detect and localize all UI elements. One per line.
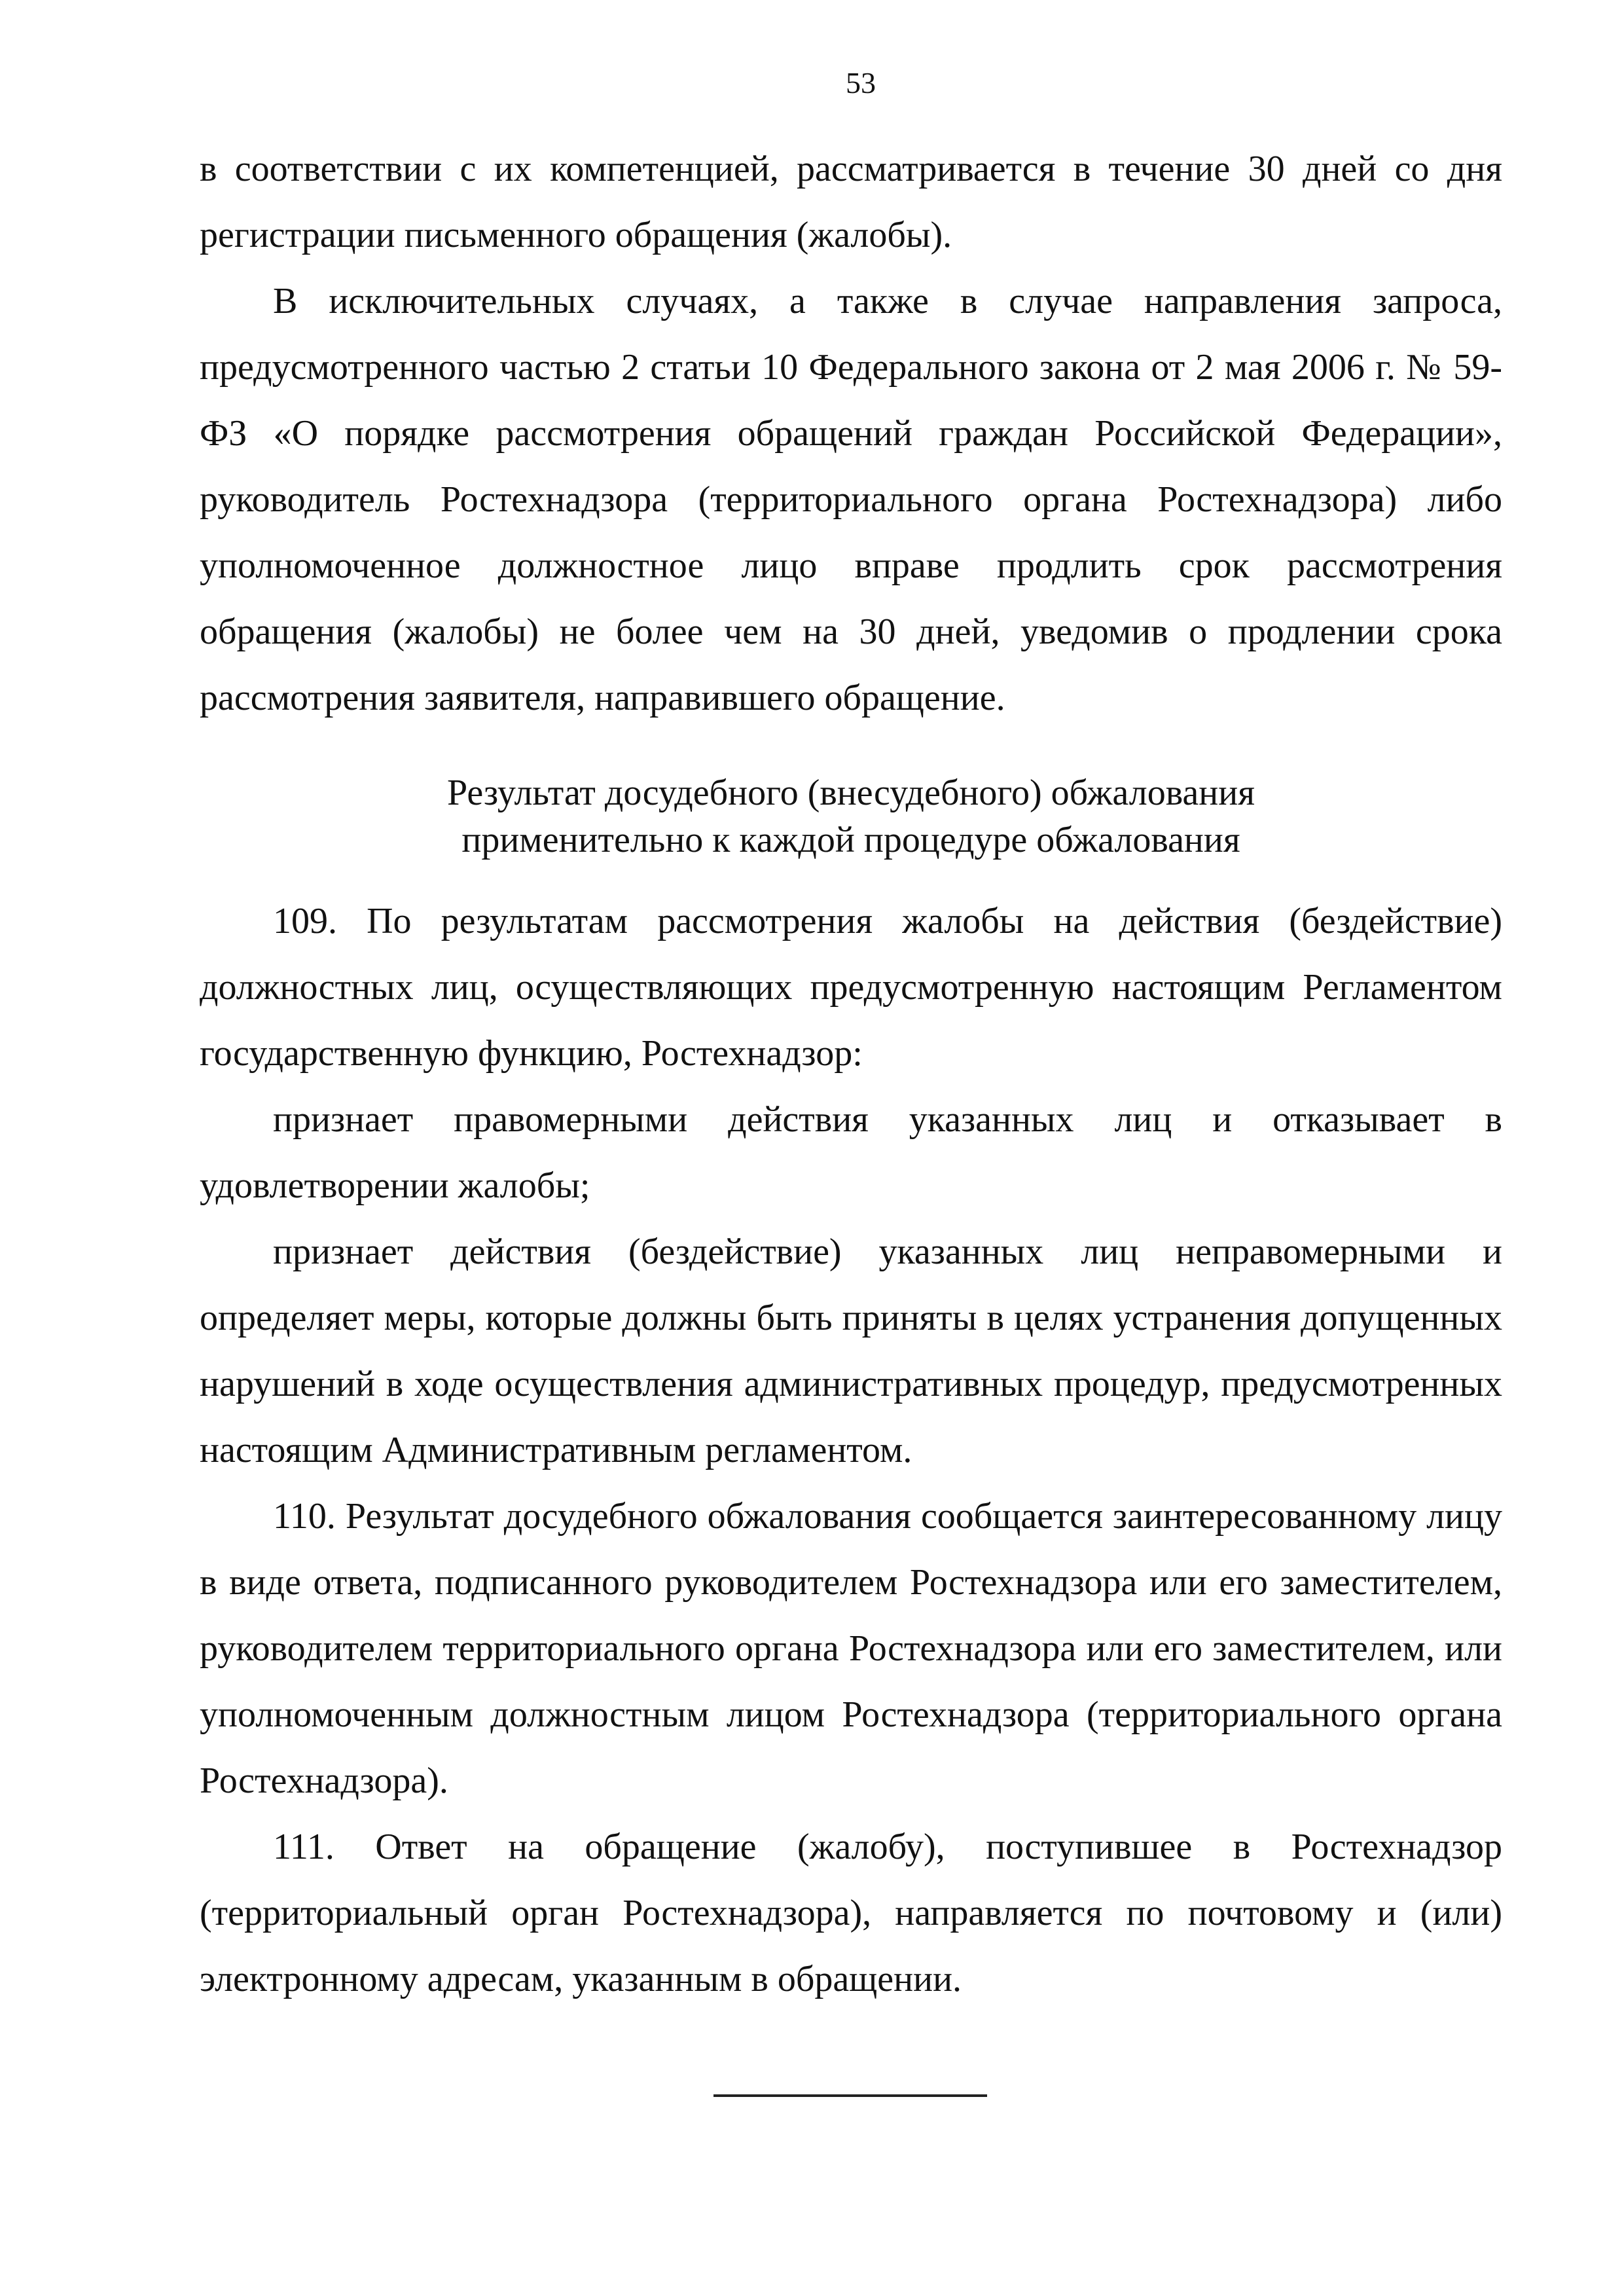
paragraph-111: 111. Ответ на обращение (жалобу), поступившее в Ростехнадзор (территориальный орган Ростехнадзора), направляется по почтовому и (или) электронному адресам, указанным в обращении. [200, 1827, 1502, 1999]
paragraph-109-option-unlawful: признает действия (бездействие) указанных лиц неправомерными и определяет меры, которые должны быть приняты в целях устранения допущенных нарушений в ходе осуществления административных процедур, предусмотренных настоящим Административным регламентом. [200, 1231, 1502, 1470]
section-heading [200, 769, 1502, 864]
paragraph-110: 110. Результат досудебного обжалования сообщается заинтересованному лицу в виде ответа, подписанного руководителем Ростехнадзора или его заместителем, руководителем территориального органа Ростехнадзора или его заместителем, или уполномоченным должностным лицом Ростехнадзора (территориального органа Ростехнадзора). [200, 1496, 1502, 1801]
section-heading-line-2: применительно к каждой процедуре обжалования [461, 820, 1240, 860]
section-heading-line-1: Результат досудебного (внесудебного) обжалования [447, 773, 1255, 813]
document-body [200, 136, 1502, 2013]
page-number: 53 [846, 66, 876, 100]
paragraph-109-option-lawful: признает правомерными действия указанных лиц и отказывает в удовлетворении жалобы; [200, 1099, 1502, 1206]
paragraph-extension-clause: В исключительных случаях, а также в случае направления запроса, предусмотренного частью 2 статьи 10 Федерального закона от 2 мая 2006 г. № 59-ФЗ «О порядке рассмотрения обращений граждан Российской Федерации», руководитель Ростехнадзора (территориального органа Ростехнадзора) либо уполномоченное должностное лицо вправе продлить срок рассмотрения обращения (жалобы) не более чем на 30 дней, уведомив о продлении срока рассмотрения заявителя, направившего обращение. [200, 281, 1502, 718]
end-of-document-rule [713, 2094, 987, 2097]
paragraph-continuation: в соответствии с их компетенцией, рассматривается в течение 30 дней со дня регистрации письменного обращения (жалобы). [200, 149, 1502, 255]
paragraph-109: 109. По результатам рассмотрения жалобы на действия (бездействие) должностных лиц, осуществляющих предусмотренную настоящим Регламентом государственную функцию, Ростехнадзор: [200, 901, 1502, 1074]
